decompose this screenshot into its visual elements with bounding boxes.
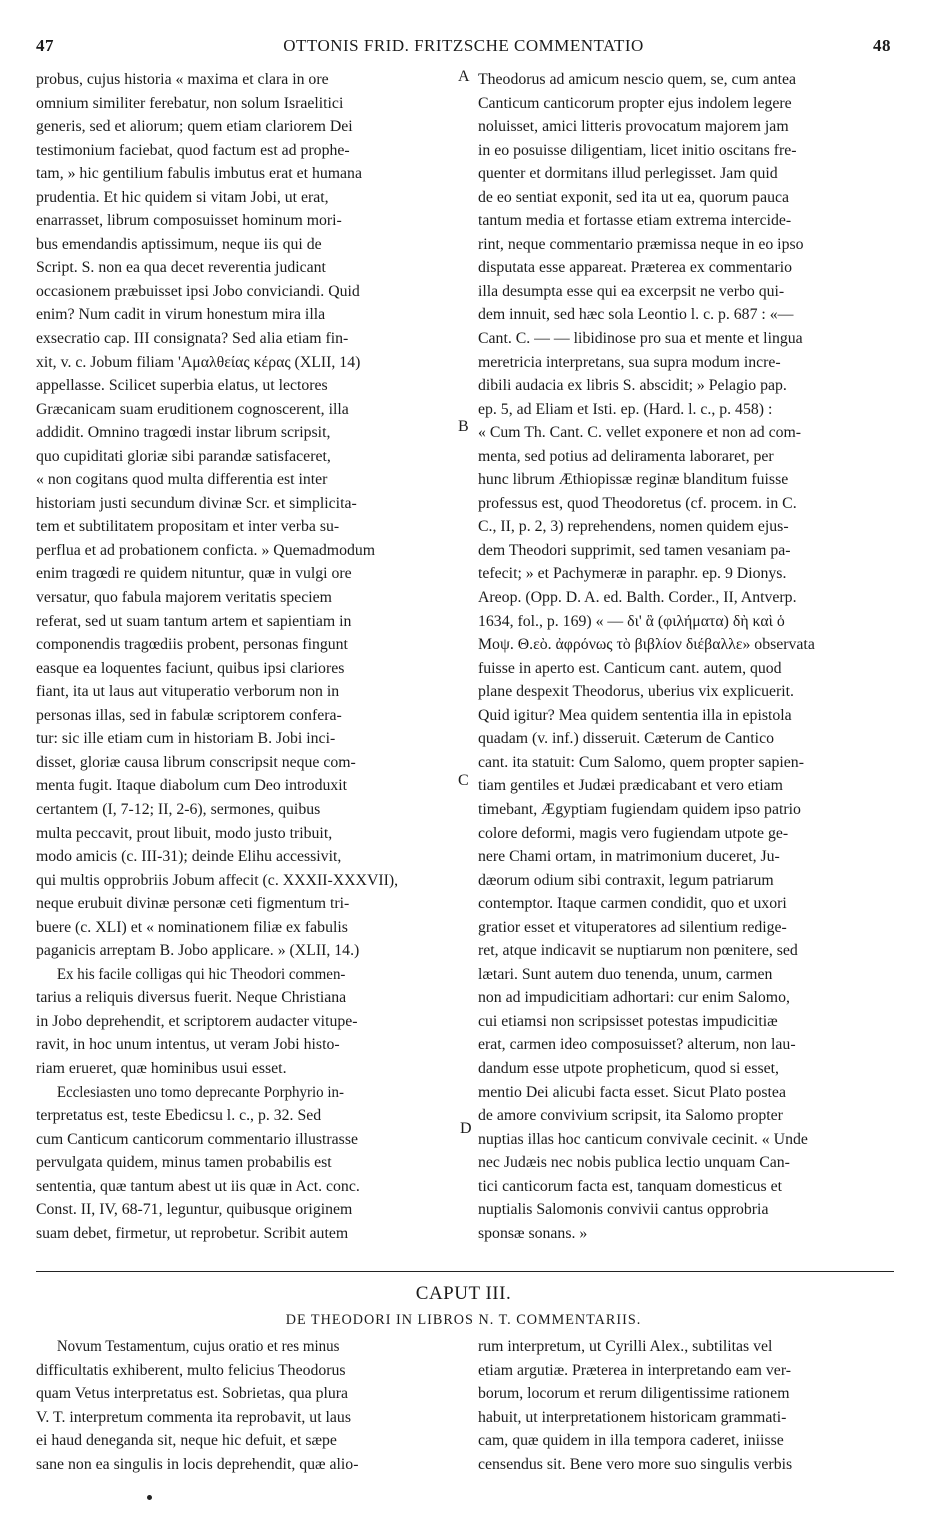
text-line: in eo posuisse diligentiam, licet initio oscitans fre- [478,141,797,159]
text-line: quadam (v. inf.) disseruit. Cæterum de Cantico [478,730,774,748]
text-line: mentio Dei alicubi facta esset. Sicut Plato postea [478,1083,786,1101]
text-line: difficultatis exhiberent, multo felicius Theodorus [36,1361,346,1379]
text-line: illa desumpta esse qui ea excerpsit ne verbo qui- [478,282,785,300]
margin-letter-d: D [460,1120,472,1137]
text-line: gratior esset et vituperatores ad silentium redige- [478,918,787,936]
text-line: tici canticorum facta est, tanquam domesticus et [478,1177,782,1195]
text-line: Novum Testamentum, cujus oratio et res minus [56,1338,340,1355]
text-line: generis, sed et aliorum; quem etiam clariorem Dei [36,118,353,136]
text-line: in Jobo deprehendit, et scriptorem audacter vitupe- [36,1012,358,1030]
text-line: tefecit; » et Pachymeræ in paraphr. ep. 9 Dionys. [478,565,787,583]
ink-dot [147,1495,152,1500]
text-line: cum Canticum canticorum commentario illustrasse [36,1130,358,1148]
text-line: « non cogitans quod multa differentia est inter [36,471,328,489]
text-line: rint, neque commentario præmissa neque in eo ipso [478,235,804,253]
text-line: pervulgata quidem, minus tamen probabilis est [36,1154,332,1172]
text-line: C., II, p. 2, 3) reprehendens, nomen quidem ejus- [478,518,789,536]
text-line: paganicis arreptam B. Jobo applicare. » (XLII, 14.) [36,942,360,960]
text-line: perflua et ad probationem conficta. » Quemadmodum [36,541,376,559]
text-line: ei haud deneganda sit, neque hic defuit, et sæpe [36,1432,337,1449]
text-line: non ad impudicitiam adhortari: cur enim Salomo, [478,989,790,1007]
text-line: componendis tragœdiis probent, personas fingunt [36,636,348,654]
text-line: rum interpretum, ut Cyrilli Alex., subtilitas vel [478,1338,773,1355]
text-line: ret, atque indicavit se nuptiarum non pœnitere, sed [478,942,798,960]
text-line: Cant. C. — — libidinose pro sua et mente et lingua [478,330,803,348]
text-line: timebant, Ægyptiam fugiendam quidem ipso patrio [478,800,801,818]
text-line: etiam argutiæ. Præterea in interpretando eam ver- [478,1361,792,1379]
text-line: addidit. Omnino tragœdi instar librum scripsit, [36,424,331,442]
text-line: dem Theodori supprimit, sed tamen vesaniam pa- [478,541,791,559]
text-line: contemptor. Itaque carmen condidit, quo et uxori [478,895,787,913]
text-line: versatur, quo fabula majorem veritatis speciem [36,589,332,607]
text-line: personas illas, sed in fabulæ scriptorem conferа- [36,706,342,724]
text-line: quo cupiditati gloriæ sibi parandæ satisfaceret, [36,447,331,465]
left-column [36,68,454,1245]
text-line: de amore convivium scripsit, ita Salomo propter [478,1107,783,1125]
text-line: exsecratio cap. III consignata? Sed alia etiam fin- [36,330,349,348]
text-line: easque ea loquentes faciunt, quibus ipsi clariores [36,659,345,677]
text-line: qui multis opprobriis Jobum affecit (c. XXXII-XXXVII), [36,871,399,889]
margin-letter-c: C [458,772,469,789]
running-header [0,36,927,60]
text-line: neque erubuit divinæ personæ ceti figmentum tri- [36,895,350,913]
text-line: referat, sed ut suam tantum artem et sapientiam in [36,612,352,630]
chapter-subtitle: DE THEODORI IN LIBROS N. T. COMMENTARIIS. [285,1312,642,1328]
text-line: lætari. Sunt autem duo tenenda, unum, carmen [478,965,773,983]
text-line: censendus sit. Bene vero more suo singulis verbis [478,1455,793,1473]
text-line: bus emendandis aptissimum, neque iis qui de [36,235,322,253]
text-line: dandum esse utpote propheticum, quod si esset, [478,1059,779,1077]
text-line: suam debet, firmetur, ut reprobetur. Scribit autem [36,1224,349,1242]
text-line: quenter et dormitans illud perlegisset. Jam quid [478,165,778,183]
text-line: tarius a reliquis diversus fuerit. Neque Christiana [36,989,347,1007]
bottom-right-column [478,1335,894,1476]
text-line: Theodorus ad amicum nescio quem, se, cum antea [478,71,797,88]
chapter-title: CAPUT III. [415,1283,512,1304]
text-line: Quid igitur? Mea quidem sententia illa in epistola [478,706,792,724]
text-line: fiant, ita ut laus aut vituperatio verborum non in [36,683,340,701]
text-line: occasionem præbuisset ipsi Jobo conviciandi. Quid [36,282,360,300]
text-line: appellasse. Scilicet superbia elatus, ut lectores [36,377,328,395]
text-line: menta, sed potius ad deliramenta laboraret, per [478,447,774,465]
text-line: multa peccavit, prout libuit, modo justo tribuit, [36,824,333,842]
text-line: menta fugit. Itaque diabolum cum Deo introduxit [36,777,348,795]
text-line: enim? Num cadit in virum honestum mira illa [36,306,326,324]
text-line: Ecclesiasten uno tomo deprecante Porphyrio in- [56,1083,345,1101]
text-line: sane non ea singulis in locis deprehendit, quæ alio- [36,1455,359,1473]
text-line: sponsæ sonans. » [478,1224,588,1242]
text-line: Const. II, IV, 68-71, leguntur, quibusque originem [36,1201,353,1219]
text-line: nere Chami ortam, in matrimonium duceret, Ju- [478,848,780,866]
text-line: tantum media et fortasse etiam extrema intercide- [478,212,792,230]
text-line: cam, quæ quidem in illa tempora caderet, iniisse [478,1432,784,1449]
text-line: sententia, quæ tantum abest ut iis quæ in Act. conc. [36,1177,360,1195]
text-line: cui etiamsi non scripsisset potestas impudicitiæ [478,1012,778,1030]
text-line: nec Judæis nec nobis publica lectio unquam Can- [478,1154,790,1172]
text-line: noluisset, amici litteris provocatum majorem jam [478,118,789,136]
text-line: Areop. (Opp. D. A. ed. Balth. Corder., II, Antverp. [478,589,797,607]
text-line: tiam gentiles et Judæi prædicabant et vero etiam [478,777,783,795]
text-line: probus, cujus historia « maxima et clara in ore [36,71,329,88]
text-line: enim tragœdi re quidem nituntur, quæ in vulgi ore [36,565,352,583]
text-line: colore deformi, magis vero fugiendam utpote ge- [478,824,789,842]
text-line: tam, » hic gentilium fabulis imbutus erat et humana [36,165,362,183]
page-number-left: 47 [36,36,54,55]
page-number-right: 48 [873,36,891,55]
text-line: dem innuit, sed hæc sola Leontio l. c. p. 687 : «— [478,306,794,324]
text-line: plane despexit Theodorus, uberius vix explicuerit. [478,683,795,701]
text-line: ravit, in hoc unum intentus, ut veram Jobi histo- [36,1036,340,1054]
text-line: V. T. interpretum commenta ita reprobavit, ut laus [36,1408,351,1426]
section-divider [36,1271,894,1272]
text-line: enarrasset, librum composuisset hominum mori- [36,212,342,230]
text-line: tem et subtilitatem propositam et inter verba su- [36,518,340,536]
text-line: cant. ita statuit: Cum Salomo, quem propter sapien- [478,753,804,771]
text-line: de eo sentiat exponit, sed ita ut ea, quorum pauca [478,188,790,206]
text-line: testimonium faciebat, quod factum est ad prophe- [36,141,350,159]
margin-letter-a: A [458,68,470,85]
text-line: Ex his facile colligas qui hic Theodori commen- [56,965,346,983]
text-line: buere (c. XLI) et « nominationem filiæ ex fabulis [36,918,348,936]
text-line: modo amicis (c. III-31); deinde Elihu accessivit, [36,848,342,866]
text-line: xit, v. c. Jobum filiam 'Αμαλθείας κέρας (XLII, 14) [36,353,361,371]
text-line: disset, gloriæ causa librum conscripsit neque com- [36,753,356,771]
text-line: disputata esse appareat. Præterea ex commentario [478,259,793,277]
text-line: terpretatus est, teste Ebedicsu l. c., p. 32. Sed [36,1107,322,1125]
text-line: Μοψ. Θ.εὸ. ἀφρόνως τὸ βιβλίον διέβαλλε» observata [478,636,815,654]
text-line: dæorum odium sibi contraxit, legum patriarum [478,871,774,889]
text-line: erat, carmen ideo composuisset? alterum, non lau- [478,1036,796,1054]
text-line: 1634, fol., p. 169) « — δι' ἃ (φιλήματα) δὴ καὶ ὁ [478,612,785,630]
text-line: hunc librum Æthiopissæ reginæ blanditum fuisse [478,471,789,489]
text-line: habuit, ut interpretationem historicam grammati- [478,1408,787,1426]
text-line: meretricia interpretans, sua supra modum incre- [478,353,781,371]
text-line: professus est, quod Theodoretus (cf. procem. in C. [478,494,797,512]
text-line: Script. S. non ea qua decet reverentia judicant [36,259,326,277]
text-line: certantem (I, 7-12; II, 2-6), sermones, quibus [36,800,321,818]
text-line: dibili audacia ex libris S. abscidit; » Pelagio pap. [478,377,787,395]
text-line: historiam justi secundum divinæ Scr. et simplicita- [36,494,357,512]
text-line: « Cum Th. Cant. C. vellet exponere et non ad com- [478,424,802,442]
text-line: prudentia. Et hic quidem si vitam Jobi, ut erat, [36,188,329,206]
text-line: nuptias illas hoc canticum convivale cecinit. « Unde [478,1130,808,1148]
text-line: quam Vetus interpretatus est. Sobrietas, qua plura [36,1385,349,1402]
text-line: Græcanicam suam eruditionem cognoscerent, illa [36,400,349,418]
text-line: riam erueret, quæ hominibus usui esset. [36,1059,287,1077]
text-line: tur: sic ille etiam cum in historiam B. Jobi inci- [36,730,336,748]
margin-letter-b: B [458,418,469,435]
text-line: borum, locorum et rerum diligentissime rationem [478,1385,790,1402]
right-column [478,68,894,1245]
text-line: nuptialis Salomonis convivii cantus opprobria [478,1201,769,1219]
bottom-left-column [36,1335,456,1476]
text-line: ep. 5, ad Eliam et Isti. ep. (Hard. l. c., p. 458) : [478,400,773,418]
text-line: omnium similiter ferebatur, non solum Israelitici [36,94,344,112]
text-line: Canticum canticorum propter ejus indolem legere [478,94,792,112]
running-title: OTTONIS FRID. FRITZSCHE COMMENTATIO [283,36,644,55]
text-line: fuisse in aperto est. Canticum cant. autem, quod [478,659,782,677]
